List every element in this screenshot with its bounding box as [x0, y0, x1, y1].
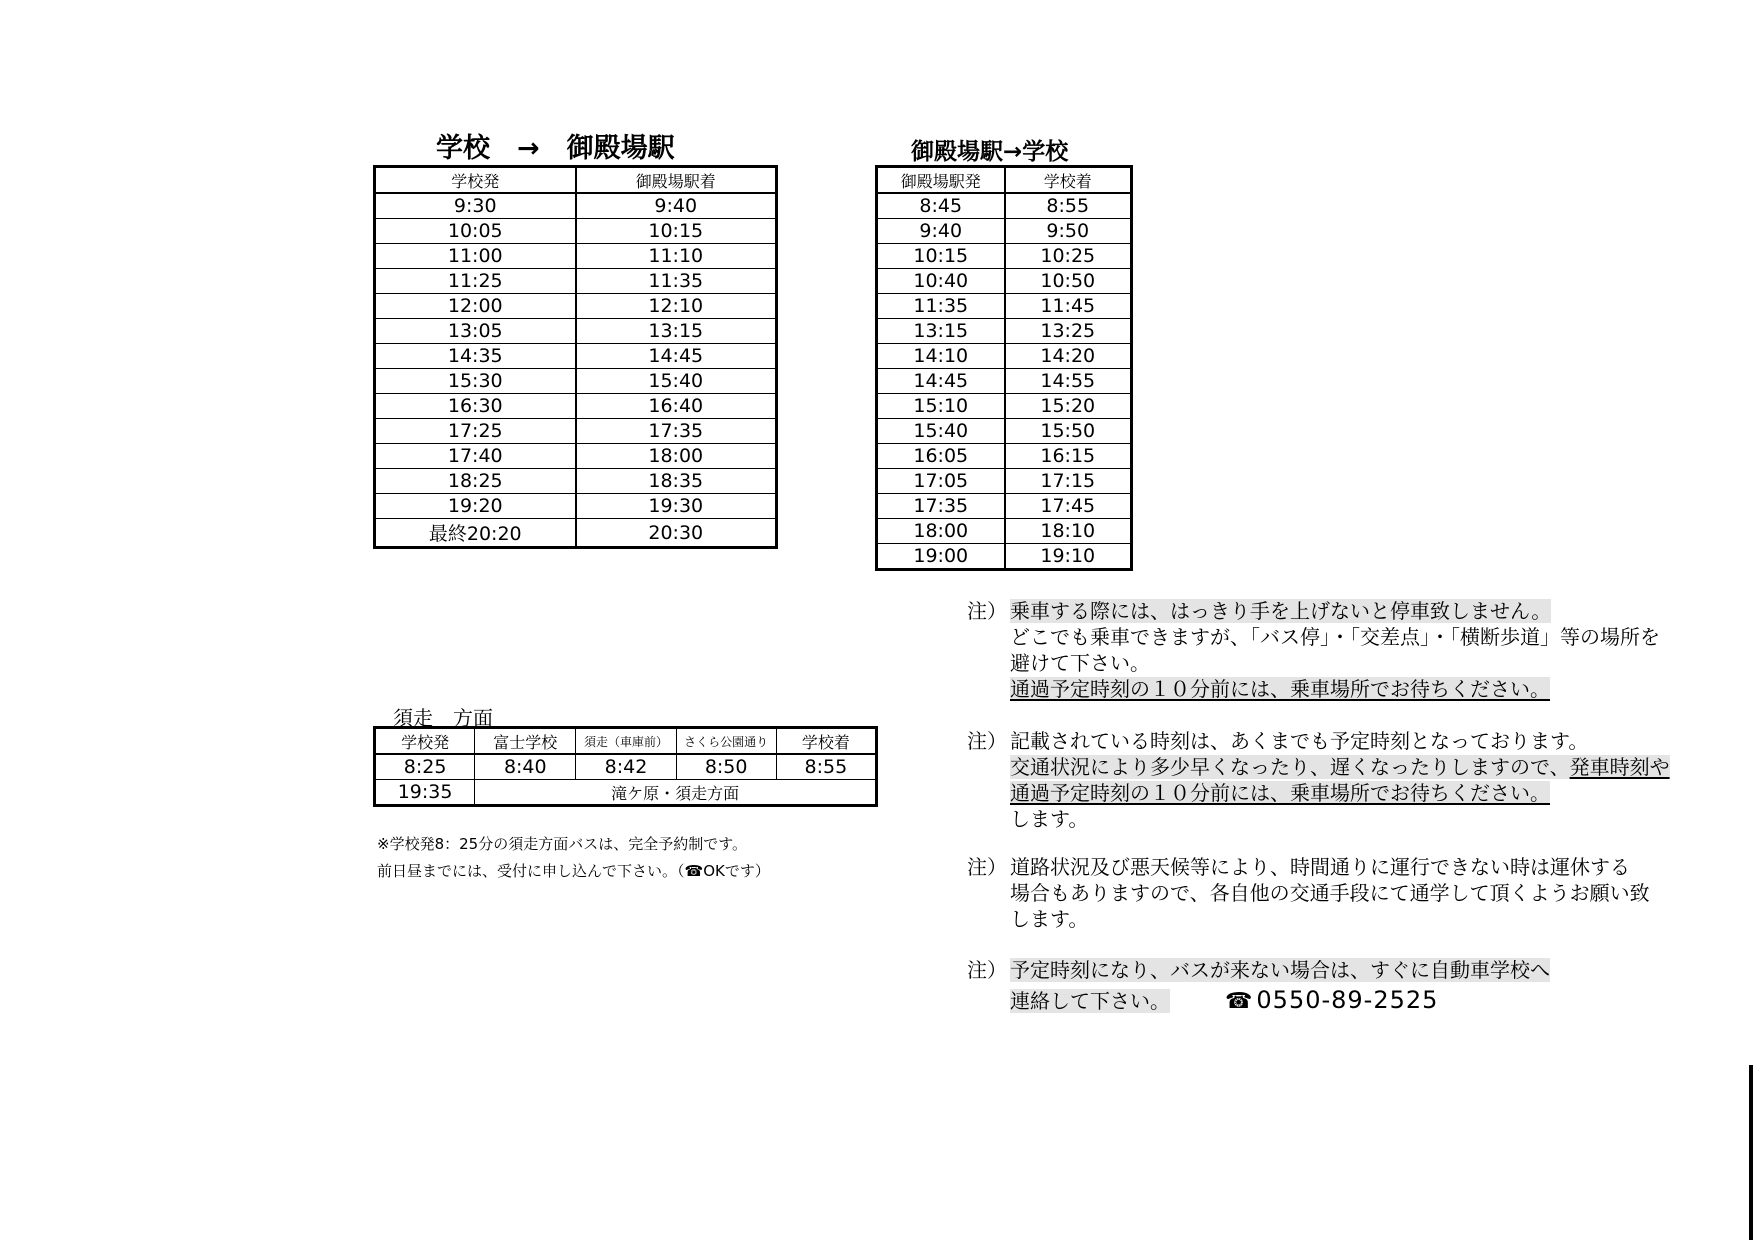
- table-cell: 滝ケ原・須走方面: [475, 780, 877, 806]
- table-cell: 17:15: [1005, 469, 1132, 494]
- table-cell: 17:05: [877, 469, 1005, 494]
- table-cell: 14:45: [576, 344, 777, 369]
- table-row: [877, 244, 1132, 269]
- station-to-school-title: 御殿場駅→学校: [911, 139, 1069, 165]
- table-row: [877, 269, 1132, 294]
- table-cell: 10:15: [576, 219, 777, 244]
- page-edge-mark: [1749, 1065, 1753, 1240]
- table-row: [375, 219, 777, 244]
- note-text: 予定時刻になり、バスが来ない場合は、すぐに自動車学校へ: [1010, 958, 1550, 982]
- table-row: [375, 369, 777, 394]
- table-row: [375, 780, 877, 806]
- table-row: [375, 294, 777, 319]
- school-to-station-timetable: [373, 165, 778, 549]
- table-cell: 9:40: [877, 219, 1005, 244]
- note-text: どこでも乗車できますが、「バス停」・「交差点」・「横断歩道」等の場所を: [1010, 625, 1660, 649]
- table-cell: 16:40: [576, 394, 777, 419]
- table-header-row: [375, 728, 877, 755]
- table-cell: 9:30: [375, 193, 576, 219]
- deadline-ok-text: OKです）: [703, 862, 770, 880]
- note-text: 通過予定時刻の１０分前には、乗車場所でお待ちください。: [1010, 677, 1550, 701]
- table-cell: 16:30: [375, 394, 576, 419]
- header-cell: 御殿場駅着: [576, 167, 777, 194]
- table-row: [375, 494, 777, 519]
- table-cell: 14:55: [1005, 369, 1132, 394]
- table-row: [375, 754, 877, 780]
- table-cell: 15:40: [877, 419, 1005, 444]
- table-cell: 19:30: [576, 494, 777, 519]
- table-cell: 19:35: [375, 780, 475, 806]
- table-cell: 13:15: [576, 319, 777, 344]
- table-row: [375, 193, 777, 219]
- note-1: [967, 598, 1707, 708]
- header-cell: 学校着: [1005, 167, 1132, 194]
- table-row: [877, 519, 1132, 544]
- table-cell: 15:50: [1005, 419, 1132, 444]
- header-cell: 学校着: [776, 728, 876, 755]
- reservation-footnote: ※学校発8：25分の須走方面バスは、完全予約制です。: [377, 835, 748, 853]
- note-text: 記載されている時刻は、あくまでも予定時刻となっております。: [1010, 729, 1589, 753]
- note-2: [967, 728, 1707, 838]
- note-4: [967, 957, 1707, 1021]
- note-text: 発車時刻や: [1569, 755, 1670, 779]
- table-cell: 8:42: [576, 754, 676, 780]
- station-to-school-timetable: [875, 165, 1133, 571]
- header-cell: 学校発: [375, 728, 475, 755]
- table-row: [375, 269, 777, 294]
- table-cell: 18:00: [877, 519, 1005, 544]
- table-cell: 16:15: [1005, 444, 1132, 469]
- subashiri-timetable: [373, 726, 878, 807]
- table-cell: 11:35: [576, 269, 777, 294]
- school-to-station-title: 学校 → 御殿場駅: [436, 133, 675, 164]
- table-header-row: [877, 167, 1132, 194]
- table-cell: 17:25: [375, 419, 576, 444]
- table-row: [877, 219, 1132, 244]
- table-cell: 15:30: [375, 369, 576, 394]
- table-row: [375, 344, 777, 369]
- table-row: [877, 294, 1132, 319]
- table-cell: 最終20:20: [375, 519, 576, 548]
- header-cell: 御殿場駅発: [877, 167, 1005, 194]
- table-cell: 20:30: [576, 519, 777, 548]
- table-cell: 13:25: [1005, 319, 1132, 344]
- header-cell: 富士学校: [475, 728, 576, 755]
- note-label: 注）: [967, 958, 1007, 982]
- table-row: [877, 344, 1132, 369]
- table-row: [877, 319, 1132, 344]
- table-cell: 8:45: [877, 193, 1005, 219]
- header-cell: さくら公園通り: [676, 728, 776, 755]
- table-cell: 8:50: [676, 754, 776, 780]
- table-cell: 18:10: [1005, 519, 1132, 544]
- note-text: 場合もありますので、各自他の交通手段にて通学して頂くようお願い致: [1010, 881, 1650, 905]
- table-row: [375, 244, 777, 269]
- table-row: [375, 519, 777, 548]
- table-row: [877, 394, 1132, 419]
- table-cell: 13:15: [877, 319, 1005, 344]
- table-row: [375, 319, 777, 344]
- table-row: [877, 193, 1132, 219]
- table-cell: 11:25: [375, 269, 576, 294]
- table-cell: 12:00: [375, 294, 576, 319]
- deadline-footnote: [377, 860, 770, 881]
- subashiri-title: 須走 方面: [393, 706, 493, 730]
- note-text: 避けて下さい。: [1010, 651, 1150, 675]
- table-row: [877, 469, 1132, 494]
- note-label: 注）: [967, 599, 1007, 623]
- table-cell: 14:20: [1005, 344, 1132, 369]
- table-cell: 17:45: [1005, 494, 1132, 519]
- table-row: [877, 369, 1132, 394]
- header-cell: 学校発: [375, 167, 576, 194]
- table-cell: 9:50: [1005, 219, 1132, 244]
- table-cell: 8:55: [776, 754, 876, 780]
- table-cell: 8:25: [375, 754, 475, 780]
- table-row: [375, 394, 777, 419]
- phone-number: 0550-89-2525: [1256, 986, 1439, 1014]
- table-cell: 13:05: [375, 319, 576, 344]
- table-cell: 18:35: [576, 469, 777, 494]
- table-cell: 17:35: [576, 419, 777, 444]
- table-cell: 15:10: [877, 394, 1005, 419]
- phone-icon: ☎: [684, 862, 704, 880]
- table-cell: 14:45: [877, 369, 1005, 394]
- table-cell: 11:45: [1005, 294, 1132, 319]
- table-cell: 18:25: [375, 469, 576, 494]
- table-cell: 18:00: [576, 444, 777, 469]
- table-row: [877, 444, 1132, 469]
- phone-icon: ☎: [1225, 989, 1253, 1014]
- table-cell: 16:05: [877, 444, 1005, 469]
- table-cell: 10:50: [1005, 269, 1132, 294]
- note-text: します。: [1010, 807, 1089, 831]
- table-row: [877, 544, 1132, 570]
- header-cell: 須走（車庫前）: [576, 728, 676, 755]
- table-cell: 19:00: [877, 544, 1005, 570]
- table-cell: 8:55: [1005, 193, 1132, 219]
- table-cell: 8:40: [475, 754, 576, 780]
- table-cell: 15:40: [576, 369, 777, 394]
- table-cell: 14:35: [375, 344, 576, 369]
- note-label: 注）: [967, 729, 1007, 753]
- table-cell: 10:15: [877, 244, 1005, 269]
- note-text: 連絡して下さい。: [1010, 989, 1170, 1013]
- note-label: 注）: [967, 855, 1007, 879]
- table-cell: 10:40: [877, 269, 1005, 294]
- table-row: [877, 494, 1132, 519]
- table-cell: 17:40: [375, 444, 576, 469]
- table-row: [375, 469, 777, 494]
- table-cell: 10:25: [1005, 244, 1132, 269]
- table-cell: 9:40: [576, 193, 777, 219]
- table-cell: 11:00: [375, 244, 576, 269]
- note-3: [967, 854, 1707, 938]
- note-text: します。: [1010, 907, 1089, 931]
- table-cell: 14:10: [877, 344, 1005, 369]
- table-cell: 19:20: [375, 494, 576, 519]
- note-text: 交通状況により多少早くなったり、遅くなったりしますので、: [1010, 755, 1570, 779]
- note-text: 乗車する際には、はっきり手を上げないと停車致しません。: [1010, 599, 1552, 623]
- note-text: 道路状況及び悪天候等により、時間通りに運行できない時は運休する: [1010, 855, 1630, 879]
- table-row: [375, 444, 777, 469]
- table-cell: 19:10: [1005, 544, 1132, 570]
- table-cell: 12:10: [576, 294, 777, 319]
- table-row: [375, 419, 777, 444]
- table-cell: 10:05: [375, 219, 576, 244]
- table-row: [877, 419, 1132, 444]
- deadline-text: 前日昼までには、受付に申し込んで下さい。（: [377, 862, 685, 880]
- note-text: 通過予定時刻の１０分前には、乗車場所でお待ちください。: [1010, 781, 1550, 805]
- table-cell: 15:20: [1005, 394, 1132, 419]
- table-cell: 11:10: [576, 244, 777, 269]
- table-cell: 11:35: [877, 294, 1005, 319]
- table-header-row: [375, 167, 777, 194]
- table-cell: 17:35: [877, 494, 1005, 519]
